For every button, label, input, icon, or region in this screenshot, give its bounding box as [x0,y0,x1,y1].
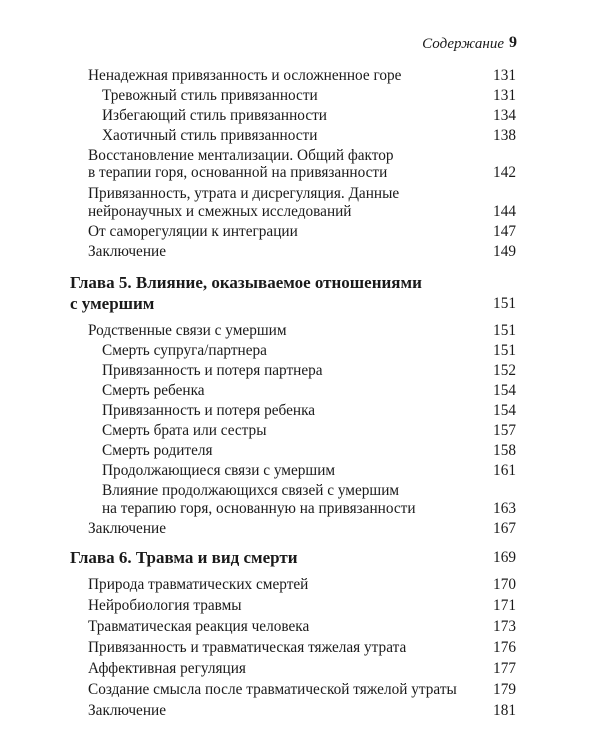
toc-entry-page: 167 [493,520,516,537]
toc-entry-title: Хаотичный стиль привязанности [102,127,318,144]
toc-entry-title: Заключение [88,520,167,537]
running-head: Содержание [422,36,504,52]
toc-entry-page: 134 [493,107,516,124]
toc-entry-title-line2: в терапии горя, основанной на привязанности [88,164,388,181]
toc-entry-title: Природа травматических смертей [88,576,309,593]
toc-entry-page: 147 [493,223,516,240]
toc-entry-title-line2: на терапию горя, основанную на привязанности [102,500,416,517]
toc-entry-page: 157 [493,422,516,439]
toc-entry-page: 151 [493,322,516,339]
chapter-page: 151 [493,295,516,312]
chapter-page: 169 [493,549,516,566]
chapter-title: Глава 6. Травма и вид смерти [70,548,298,567]
toc-entry-page: 149 [493,243,516,260]
toc-entry-page: 161 [493,462,516,479]
toc-entry-page: 179 [493,681,516,698]
toc-entry-title: Смерть родителя [102,442,213,459]
toc-entry-title: Создание смысла после травматической тяжелой утраты [88,681,457,698]
toc-entry-title-line1: Привязанность, утрата и дисрегуляция. Данные [88,185,400,202]
toc-entry-title: Нейробиология травмы [88,597,242,614]
toc-entry-title: Смерть супруга/партнера [102,342,267,359]
toc-entry-title: Тревожный стиль привязанности [102,87,318,104]
toc-entry-page: 173 [493,618,516,635]
toc-entry-page: 151 [493,342,516,359]
page-number: 9 [509,34,517,51]
toc-entry-title: Аффективная регуляция [88,660,246,677]
toc-entry-title-line2: нейронаучных и смежных исследований [88,203,352,220]
toc-entry-page: 131 [493,67,516,84]
toc-entry-page: 177 [493,660,516,677]
toc-entry-title: Избегающий стиль привязанности [102,107,327,124]
toc-entry-title: Привязанность и потеря ребенка [102,402,316,419]
toc-entry-page: 171 [493,597,516,614]
toc-entry-title: Родственные связи с умершим [88,322,287,339]
toc-entry-title: Продолжающиеся связи с умершим [102,462,336,479]
toc-entry-page: 131 [493,87,516,104]
toc-entry-page: 138 [493,127,516,144]
toc-entry-page: 158 [493,442,516,459]
toc-entry-page: 163 [493,500,516,517]
toc-entry-title: Ненадежная привязанность и осложненное горе [88,67,402,84]
toc-entry-title: Травматическая реакция человека [88,618,310,635]
toc-entry-title-line1: Влияние продолжающихся связей с умершим [102,482,400,499]
toc-entry-page: 181 [493,702,516,719]
toc-entry-page: 154 [493,402,516,419]
toc-entry-page: 144 [493,203,516,220]
toc-entry-title: Заключение [88,702,167,719]
toc-entry-page: 170 [493,576,516,593]
chapter-title-line2: с умершим [70,294,155,313]
chapter-title-line1: Глава 5. Влияние, оказываемое отношениями [70,273,422,292]
toc-entry-title-line1: Восстановление ментализации. Общий фактор [88,147,394,164]
toc-entry-title: Смерть брата или сестры [102,422,267,439]
toc-entry-page: 142 [493,164,516,181]
toc-entry-title: Заключение [88,243,167,260]
toc-entry-title: Привязанность и травматическая тяжелая утрата [88,639,407,656]
toc-entry-title: Смерть ребенка [102,382,205,399]
toc-entry-page: 176 [493,639,516,656]
toc-entry-title: Привязанность и потеря партнера [102,362,323,379]
toc-entry-title: От саморегуляции к интеграции [88,223,298,240]
toc-entry-page: 152 [493,362,516,379]
toc-entry-page: 154 [493,382,516,399]
